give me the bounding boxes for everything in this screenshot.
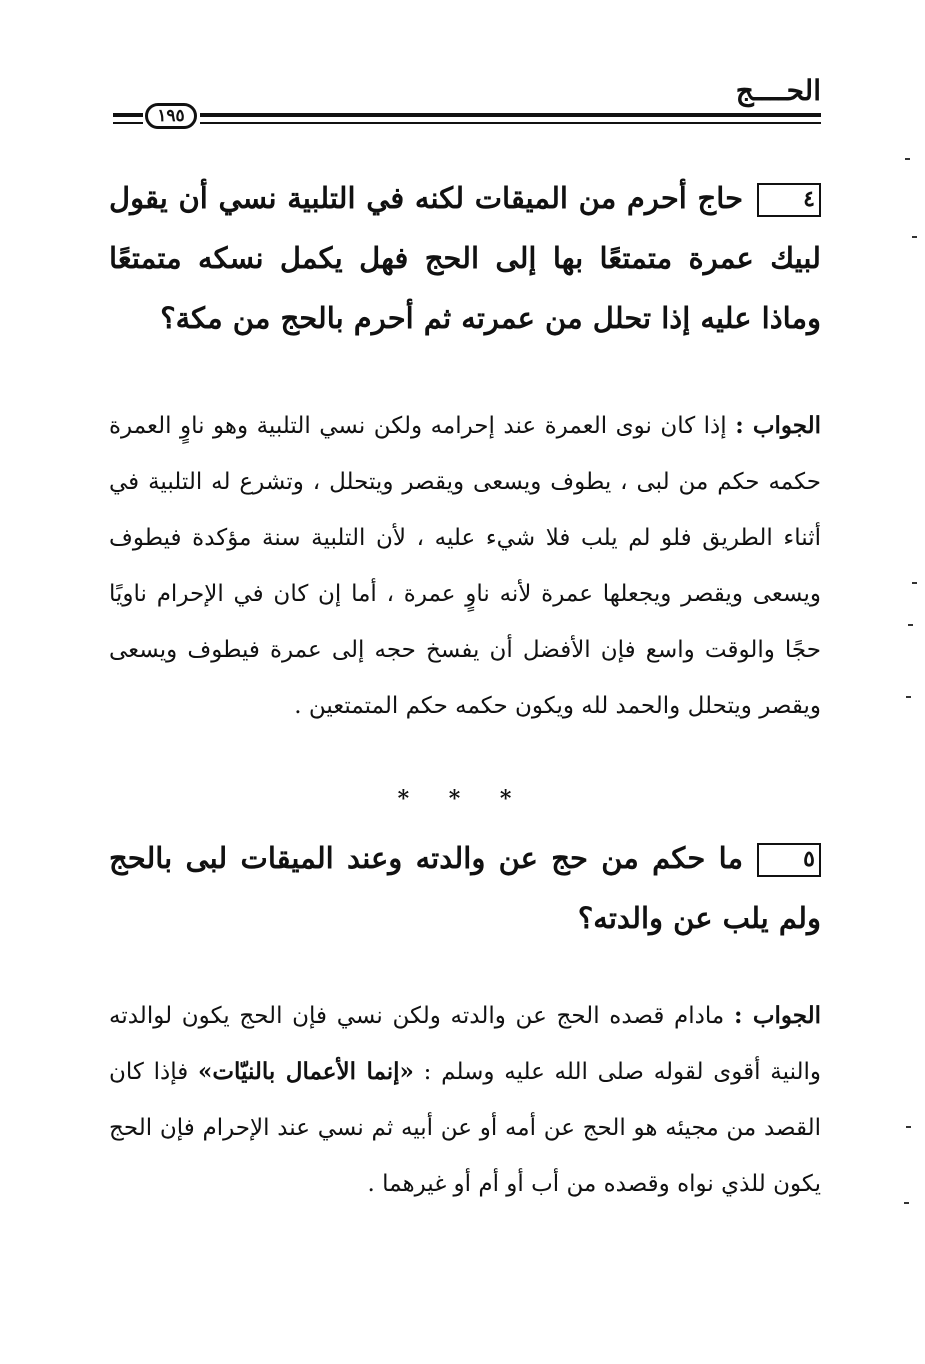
question-text: ما حكم من حج عن والدته وعند الميقات لبى بالحج ولم يلب عن والدته؟ — [109, 841, 821, 935]
answer-label: الجواب : — [733, 1002, 822, 1029]
answer-text-before: مادام قصده الحج عن والدته ولكن نسي فإن الحج يكون لوالدته والنية أقوى لقوله صلى الله عليه وسلم : — [109, 1003, 822, 1085]
running-title: الحــــج — [735, 74, 821, 107]
header-rule-left-thin — [113, 122, 143, 124]
page-number: ١٩٥ — [145, 103, 197, 129]
answer-text: إذا كان نوى العمرة عند إحرامه ولكن نسي التلبية وهو ناوٍ العمرة حكمه حكم من لبى ، يطوف ويسعى ويقصر ويتحلل ، وتشرع له التلبية في أثناء الطريق فلو لم يلب فلا شيء عليه ، لأن التلبية سنة مؤكدة فيطوف ويسعى ويقصر ويجعلها عمرة لأنه ناوٍ عمرة ، أما إن كان في الإحرام ناويًا حجًا والوقت واسع فإن الأفضل أن يفسخ حجه إلى عمرة فيطوف ويسعى ويقصر ويتحلل والحمد لله ويكون حكمه حكم المتمتعين . — [109, 413, 821, 719]
header-rule-left-thick — [113, 113, 143, 117]
answer-5 — [109, 988, 821, 1212]
question-number-box: ٥ — [757, 843, 821, 877]
margin-mark — [904, 1202, 909, 1204]
margin-mark — [906, 1126, 911, 1128]
margin-mark — [905, 158, 910, 160]
hadith-quote: «إنما الأعمال بالنيّات» — [197, 1058, 414, 1085]
answer-label: الجواب : — [735, 412, 822, 439]
answer-text-after: فإذا كان القصد من مجيئه هو الحج عن أمه أو عن أبيه ثم نسي عند الإحرام فإن الحج يكون للذي نواه وقصده من أب أو أم أو غيرهما . — [109, 1059, 821, 1197]
header-rule-thick — [200, 113, 821, 117]
question-number-box: ٤ — [757, 183, 821, 217]
answer-4 — [109, 398, 821, 734]
question-text: حاج أحرم من الميقات لكنه في التلبية نسي أن يقول لبيك عمرة متمتعًا بها إلى الحج فهل يكمل نسكه متمتعًا وماذا عليه إذا تحلل من عمرته ثم أحرم بالحج من مكة؟ — [109, 181, 821, 335]
section-separator: * * * — [397, 786, 528, 812]
margin-mark — [906, 696, 911, 698]
margin-mark — [912, 236, 917, 238]
header-rule-thin — [200, 122, 821, 124]
question-5 — [109, 828, 821, 948]
margin-mark — [912, 582, 917, 584]
question-4 — [109, 168, 821, 348]
margin-mark — [908, 624, 913, 626]
